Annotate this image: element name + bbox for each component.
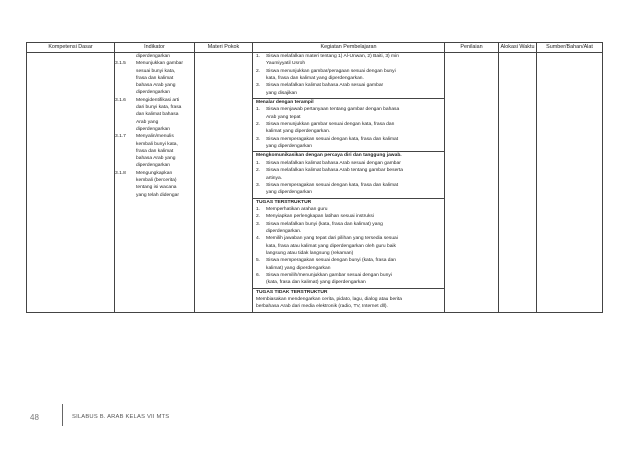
kegiatan-item-line xyxy=(256,128,441,135)
indikator-item-text: frasa dan kalimat xyxy=(136,75,174,81)
footer-divider xyxy=(62,404,63,426)
indikator-item-number xyxy=(115,111,135,118)
kegiatan-item-line xyxy=(256,189,441,196)
indikator-item-number: 3.1.6 xyxy=(115,97,126,103)
indikator-item-number xyxy=(115,68,135,75)
section-title-mengkomunikasikan: Mengkomunikasikan dengan percaya diri dan tanggung jawab. xyxy=(256,153,402,159)
indikator-item-number xyxy=(115,104,135,111)
kegiatan-item-line xyxy=(256,90,441,97)
syllabus-table xyxy=(26,42,603,313)
header-materi-pokok: Materi Pokok xyxy=(195,43,253,53)
header-indikator: Indikator xyxy=(115,43,195,53)
kegiatan-item-text: Siswa melafalkan bunyi (kata, frasa dan kalimat) yang xyxy=(266,221,383,227)
kegiatan-item-text: yang diperdengarkan xyxy=(266,144,312,150)
indikator-item-text: diperdengarkan xyxy=(136,126,170,132)
indikator-item-text: dari bunyi kata, frasa xyxy=(136,105,182,111)
indikator-item-line xyxy=(115,119,194,126)
kegiatan-item-number xyxy=(256,114,266,121)
kompetensi-dasar-cell xyxy=(27,53,115,313)
indikator-item-line xyxy=(115,89,194,96)
kegiatan-item-line xyxy=(256,167,441,174)
kegiatan-item-line xyxy=(256,235,441,242)
table-row xyxy=(27,53,603,313)
page-number: 48 xyxy=(30,413,39,422)
kegiatan-item-text: kalimat) yang diperdengarkan xyxy=(266,265,331,271)
kegiatan-item-text: Siswa melafalkan materi tentang 1) Al-Unwan, 2) Baiti, 3) min xyxy=(266,54,399,59)
kegiatan-item-line xyxy=(256,121,441,128)
indikator-item-text: Menunjukkan gambar xyxy=(136,61,184,67)
kegiatan-item-number: 2. xyxy=(256,214,261,220)
indikator-item-line xyxy=(115,170,194,177)
kegiatan-item-number: 1. xyxy=(256,160,261,166)
kegiatan-item-number xyxy=(256,250,266,257)
kegiatan-item-line xyxy=(256,136,441,143)
kegiatan-item-number xyxy=(256,75,266,82)
indikator-item-line xyxy=(115,177,194,184)
kegiatan-item-text: yang disajikan xyxy=(266,90,297,96)
kegiatan-item-text: Siswa melafalkan kalimat bahasa Arab sesuai dengan gambar xyxy=(266,160,401,166)
kegiatan-item-line xyxy=(256,243,441,250)
kegiatan-item-text: (kata, frasa dan kalimat) yang diperdengarkan xyxy=(266,280,366,286)
kegiatan-item-number: 6. xyxy=(256,272,261,278)
section-title-tugas-tidak-terstruktur: TUGAS TIDAK TERSTRUKTUR xyxy=(256,289,328,295)
indikator-item-text: bahasa Arab yang xyxy=(136,83,176,89)
indikator-item-number xyxy=(115,177,135,184)
kegiatan-item-line xyxy=(256,257,441,264)
kegiatan-item-text: Siswa memilih/menunjukkan gambar sesuai dengan bunyi xyxy=(266,272,392,278)
kegiatan-item-text: diperdengarkan. xyxy=(266,228,302,234)
tugas-tidak-terstruktur-line: Membiasakan mendengarkan cerita, pidato, lagu, dialog atau berita xyxy=(256,297,402,302)
footer-title: SILABUS B. ARAB KELAS VII MTS xyxy=(72,414,170,420)
kegiatan-item-line xyxy=(256,53,441,60)
kegiatan-section-tugas-terstruktur xyxy=(253,198,444,288)
indikator-item-number xyxy=(115,141,135,148)
kegiatan-item-line xyxy=(256,82,441,89)
indikator-item-text: diperdengarkan xyxy=(136,163,170,169)
kegiatan-section-mengkomunikasikan xyxy=(253,151,444,197)
section-title-menalar: Menalar dengan terampil xyxy=(256,100,314,106)
kegiatan-item-text: Yaumiyyatil Usroh xyxy=(266,61,306,67)
kegiatan-item-line xyxy=(256,75,441,82)
indikator-item-line xyxy=(115,75,194,82)
kegiatan-item-line xyxy=(256,272,441,279)
kegiatan-item-text: artinya. xyxy=(266,175,283,181)
alokasi-waktu-cell xyxy=(499,53,537,313)
kegiatan-item-line xyxy=(256,182,441,189)
indikator-item-number: 3.1.7 xyxy=(115,134,126,140)
kegiatan-item-text: Arab yang tepat xyxy=(266,114,301,120)
indikator-item-text: Arab yang xyxy=(136,119,159,125)
kegiatan-item-number: 5. xyxy=(256,258,261,264)
kegiatan-section-menalar xyxy=(253,98,444,151)
indikator-item-line xyxy=(115,133,194,140)
indikator-item-text: Mengungkapkan xyxy=(136,170,173,176)
indikator-item-number xyxy=(115,155,135,162)
kegiatan-item-number: 1. xyxy=(256,54,261,59)
indikator-item-text: yang telah didengar xyxy=(136,192,179,198)
kegiatan-item-number xyxy=(256,189,266,196)
kegiatan-item-number xyxy=(256,243,266,250)
indikator-item-text: kembali bunyi kata, xyxy=(136,141,178,147)
kegiatan-item-number xyxy=(256,265,266,272)
indikator-item-number xyxy=(115,119,135,126)
kegiatan-item-number xyxy=(256,90,266,97)
indikator-item-line xyxy=(115,126,194,133)
kegiatan-item-line xyxy=(256,60,441,67)
kegiatan-item-line xyxy=(256,265,441,272)
kegiatan-item-line xyxy=(256,228,441,235)
kegiatan-item-line xyxy=(256,143,441,150)
indikator-continuation: diperdengarkan xyxy=(136,54,170,59)
kegiatan-item-number: 3. xyxy=(256,136,261,142)
indikator-item-text: sesuai bunyi kata, xyxy=(136,68,176,74)
indikator-item-text: bahasa Arab yang xyxy=(136,156,176,162)
indikator-item-line xyxy=(115,82,194,89)
kegiatan-item-line xyxy=(256,175,441,182)
kegiatan-item-number: 2. xyxy=(256,68,261,74)
indikator-item-text: Mengidentifikasi arti xyxy=(136,97,180,103)
indikator-item-number: 3.1.5 xyxy=(115,61,126,67)
header-alokasi-waktu: Alokasi Waktu xyxy=(499,43,537,53)
indikator-item-line xyxy=(115,68,194,75)
header-kompetensi-dasar: Kompetensi Dasar xyxy=(27,43,115,53)
kegiatan-item-text: langsung atau tidak langsung (rekaman) xyxy=(266,250,354,256)
header-sumber-bahan-alat: Sumber/Bahan/Alat xyxy=(537,43,603,53)
kegiatan-item-text: Siswa melafalkan kalimat bahasa Arab sesuai gambar xyxy=(266,83,384,89)
indikator-item-text: frasa dan kalimat xyxy=(136,148,174,154)
indikator-item-text: Menyalin/menulis xyxy=(136,134,174,140)
indikator-item-line xyxy=(115,184,194,191)
indikator-item-number xyxy=(115,192,135,199)
indikator-item-number xyxy=(115,82,135,89)
kegiatan-item-line xyxy=(256,114,441,121)
indikator-item-number xyxy=(115,162,135,169)
penilaian-cell xyxy=(445,53,499,313)
kegiatan-item-number: 3. xyxy=(256,83,261,89)
kegiatan-item-text: Siswa menunjukkan gambar sesuai dengan kata, frasa dan xyxy=(266,122,395,128)
indikator-item-line xyxy=(115,162,194,169)
kegiatan-item-text: Memperhatikan arahan guru xyxy=(266,206,328,212)
table-header-row xyxy=(27,43,603,53)
kegiatan-item-line xyxy=(256,279,441,286)
indikator-item-line xyxy=(115,148,194,155)
indikator-item-text: dan kalimat bahasa xyxy=(136,112,179,118)
kegiatan-item-line xyxy=(256,213,441,220)
kegiatan-item-line xyxy=(256,250,441,257)
indikator-item-number xyxy=(115,148,135,155)
indikator-item-number xyxy=(115,75,135,82)
kegiatan-item-number xyxy=(256,175,266,182)
indikator-item-line xyxy=(115,104,194,111)
kegiatan-item-line xyxy=(256,106,441,113)
kegiatan-item-number: 1. xyxy=(256,206,261,212)
kegiatan-item-text: kata, frasa dan kalimat yang diperdengarkan. xyxy=(266,76,364,82)
indikator-item-number: 3.1.8 xyxy=(115,170,126,176)
kegiatan-item-text: Siswa memperagakan sesuai dengan kata, frasa dan kalimat xyxy=(266,136,399,142)
kegiatan-item-line xyxy=(256,160,441,167)
kegiatan-section-mengamati xyxy=(253,53,444,98)
kegiatan-item-text: Siswa menjawab pertanyaan tentang gambar dengan bahasa xyxy=(266,107,400,113)
kegiatan-item-number xyxy=(256,143,266,150)
kegiatan-item-number: 2. xyxy=(256,122,261,128)
kegiatan-item-text: Siswa memperagakan sesuai dengan kata, frasa dan kalimat xyxy=(266,182,399,188)
kegiatan-item-line xyxy=(256,221,441,228)
indikator-item-line xyxy=(115,155,194,162)
indikator-item-number xyxy=(115,126,135,133)
header-kegiatan-pembelajaran: Kegiatan Pembelajaran xyxy=(253,43,445,53)
indikator-item-line xyxy=(115,192,194,199)
tugas-tidak-terstruktur-line: berbahasa Arab dari media elektronik (radio, TV, Internet dll). xyxy=(256,304,388,310)
kegiatan-item-number xyxy=(256,60,266,67)
kegiatan-cell xyxy=(253,53,445,313)
kegiatan-item-number xyxy=(256,279,266,286)
kegiatan-item-text: yang diperdengarkan xyxy=(266,190,312,196)
section-title-tugas-terstruktur: TUGAS TERSTRUKTUR xyxy=(256,199,312,205)
kegiatan-item-text: Memilih jawaban yang tepat dari pilihan yang tersedia sesuai xyxy=(266,236,398,242)
sumber-bahan-alat-cell xyxy=(537,53,603,313)
kegiatan-item-number: 1. xyxy=(256,107,261,113)
kegiatan-item-text: kalimat yang diperdengarkan. xyxy=(266,129,331,135)
kegiatan-item-text: Siswa menunjukkan gambar/peragaan sesuai dengan bunyi xyxy=(266,68,396,74)
indikator-item-line xyxy=(115,97,194,104)
kegiatan-item-number: 3. xyxy=(256,182,261,188)
kegiatan-item-text: kata, frasa atau kalimat yang diperdengarkan oleh guru baik xyxy=(266,243,396,249)
header-penilaian: Penilaian xyxy=(445,43,499,53)
indikator-item-text: kembali (bercerita) xyxy=(136,178,177,184)
kegiatan-item-number xyxy=(256,128,266,135)
kegiatan-item-text: Menyiapkan perlengkapan latihan sesuai instruksi xyxy=(266,214,374,220)
kegiatan-item-number: 4. xyxy=(256,236,261,242)
kegiatan-item-text: Siswa memperagakan sesuai dengan bunyi (kata, frasa dan xyxy=(266,258,396,264)
indikator-item-line xyxy=(115,141,194,148)
indikator-item-text: diperdengarkan xyxy=(136,90,170,96)
indikator-item-number xyxy=(115,184,135,191)
kegiatan-item-number: 3. xyxy=(256,221,261,227)
kegiatan-section-tugas-tidak-terstruktur xyxy=(253,288,444,312)
kegiatan-item-text: Siswa melafalkan kalimat bahasa Arab tentang gambar beserta xyxy=(266,168,404,174)
kegiatan-item-line xyxy=(256,68,441,75)
kegiatan-item-line xyxy=(256,206,441,213)
kegiatan-item-number: 2. xyxy=(256,168,261,174)
indikator-item-line xyxy=(115,60,194,67)
kegiatan-item-number xyxy=(256,228,266,235)
indikator-item-number xyxy=(115,89,135,96)
indikator-item-text: tentang isi wacana xyxy=(136,185,177,191)
indikator-item-line xyxy=(115,111,194,118)
materi-pokok-cell xyxy=(195,53,253,313)
indikator-cell xyxy=(115,53,195,313)
